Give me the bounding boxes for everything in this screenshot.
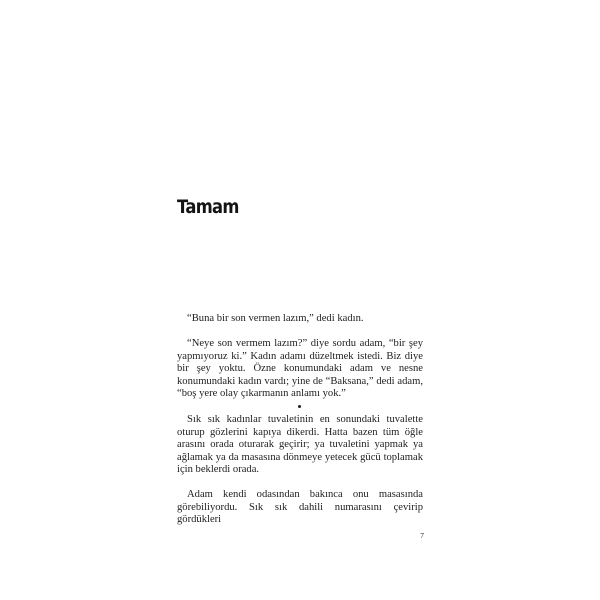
section-break-dot-icon	[298, 405, 301, 408]
paragraph: “Buna bir son vermen lazım,” dedi kadın.	[187, 313, 364, 324]
paragraph: Sık sık kadınlar tuvaletinin en sonundaki tuvalette oturup gözlerini kapıya dikerdi. Hatta bazen tüm öğle arasını orada oturarak geçirir; ya tuvaletini yapmak ya ağlamak ya da masasına dönmeye yetecek gücü toplamak için beklerdi orada.	[177, 414, 423, 476]
section-break	[177, 401, 423, 412]
chapter-body	[177, 313, 423, 527]
paragraph: Adam kendi odasından bakınca onu masasında görebiliyordu. Sık sık dahili numarasını çevirip gördükleri	[177, 489, 423, 526]
chapter-title: Tamam	[177, 196, 239, 218]
page-number: 7	[420, 531, 424, 540]
paragraph: “Neye son vermem lazım?” diye sordu adam, “bir şey yapmıyoruz ki.” Kadın adamı düzeltmek istedi. Biz diye bir şey yoktu. Özne konumundaki adam ve nesne konumundaki kadın vardı; yine de “Baksana,” dedi adam, “boş yere olay çıkarmanın anlamı yok.”	[177, 338, 423, 400]
